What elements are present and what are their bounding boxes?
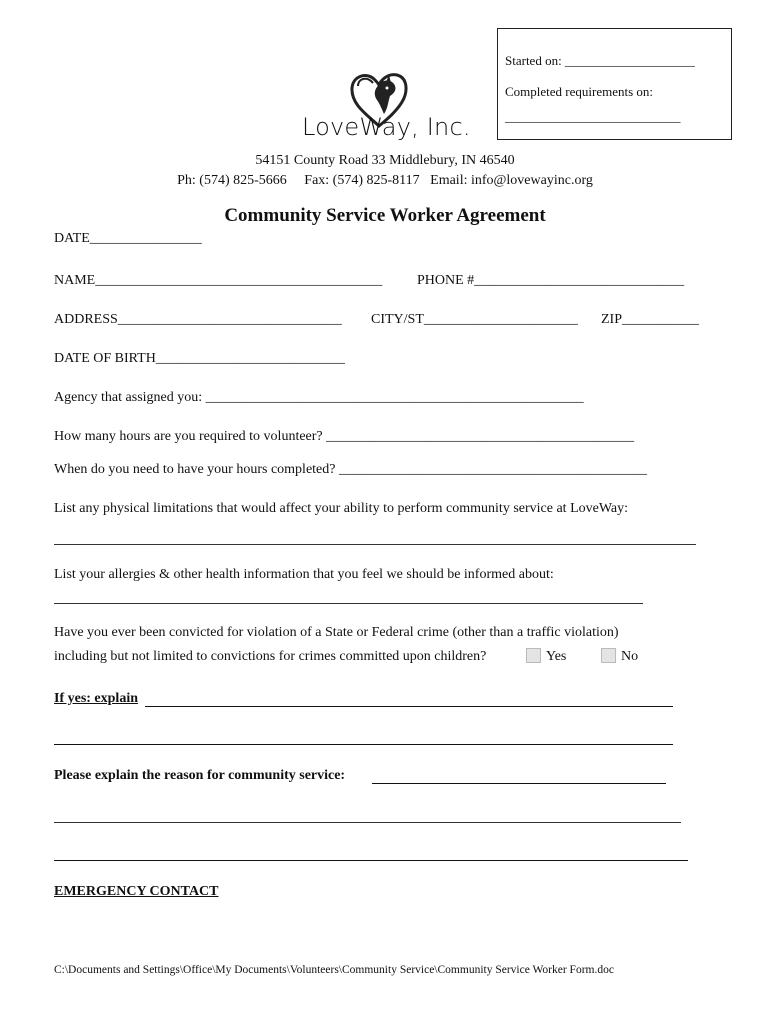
yes-checkbox[interactable] [526, 648, 541, 663]
zip-field[interactable]: ZIP___________ [601, 312, 699, 327]
reason-label: Please explain the reason for community service: [54, 768, 349, 783]
physical-limitations-label: List any physical limitations that would affect your ability to perform community service at LoveWay: [54, 501, 629, 516]
yes-label: Yes [546, 649, 567, 664]
if-yes-line-2[interactable] [54, 744, 673, 745]
allergies-label: List your allergies & other health information that you feel we should be informed about: [54, 567, 554, 582]
no-label: No [621, 649, 639, 664]
conviction-question-line2: including but not limited to convictions for crimes committed upon children? [54, 649, 487, 664]
reason-line-1[interactable] [372, 783, 666, 784]
if-yes-line-1[interactable] [145, 706, 673, 707]
footer-file-path: C:\Documents and Settings\Office\My Documents\Volunteers\Community Service\Community Service Worker Form.doc [54, 964, 614, 976]
agency-field[interactable]: Agency that assigned you: ______________________________________________________ [54, 390, 584, 405]
address-field[interactable]: ADDRESS________________________________ [54, 312, 342, 327]
hours-required-field[interactable]: How many hours are you required to volunteer? ____________________________________________ [54, 429, 635, 444]
name-field[interactable]: NAME_________________________________________ [54, 273, 383, 288]
reason-line-2[interactable] [54, 822, 681, 823]
allergies-line[interactable] [54, 603, 643, 604]
status-box [497, 28, 732, 140]
no-checkbox[interactable] [601, 648, 616, 663]
org-name: LoveWay, Inc. [302, 113, 471, 141]
loveway-heart-logo [338, 52, 404, 112]
conviction-question-line1: Have you ever been convicted for violation of a State or Federal crime (other than a traffic violation) [54, 625, 619, 640]
started-on-field[interactable]: Started on: ____________________ [505, 53, 695, 68]
completed-requirements-label: Completed requirements on: [505, 84, 654, 99]
date-of-birth-field[interactable]: DATE OF BIRTH___________________________ [54, 351, 345, 366]
completed-requirements-field[interactable]: ___________________________ [505, 109, 681, 124]
city-state-field[interactable]: CITY/ST______________________ [371, 312, 578, 327]
reason-line-3[interactable] [54, 860, 688, 861]
org-address: 54151 County Road 33 Middlebury, IN 46540 [255, 153, 515, 168]
if-yes-explain-label: If yes: explain [54, 691, 138, 706]
phone-field[interactable]: PHONE #______________________________ [417, 273, 685, 288]
physical-limitations-line[interactable] [54, 544, 696, 545]
hours-completed-field[interactable]: When do you need to have your hours completed? ____________________________________________ [54, 462, 647, 477]
date-field[interactable]: DATE________________ [54, 231, 202, 246]
emergency-contact-heading: EMERGENCY CONTACT [54, 884, 219, 899]
form-title: Community Service Worker Agreement [224, 205, 546, 226]
org-contact: Ph: (574) 825-5666 Fax: (574) 825-8117 Email: info@lovewayinc.org [177, 173, 593, 188]
